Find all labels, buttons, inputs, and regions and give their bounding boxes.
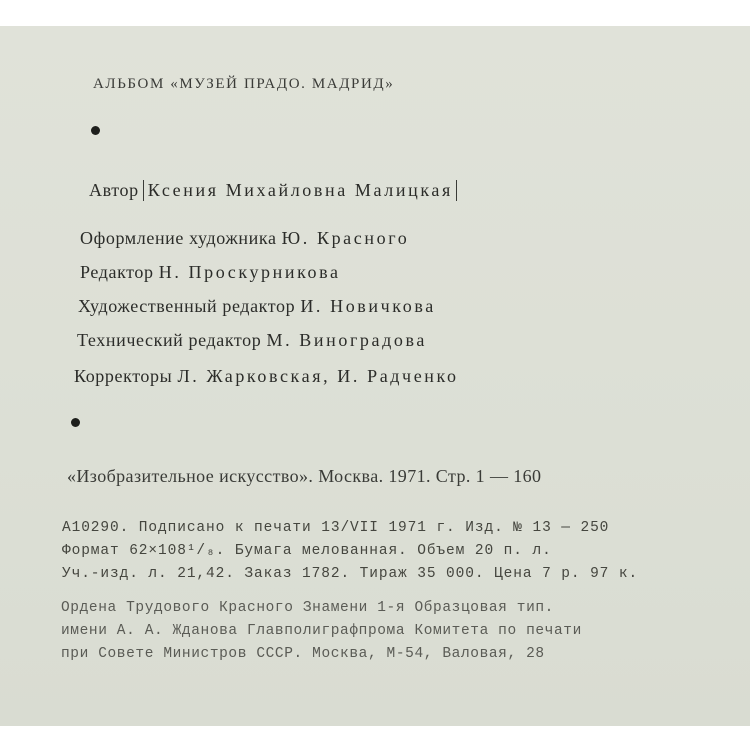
bullet-separator-bottom: [71, 418, 80, 427]
credit-designer: [80, 228, 409, 249]
credit-name: Н. Проскурникова: [158, 262, 341, 282]
imprint-line: Уч.-изд. л. 21,42. Заказ 1782. Тираж 35 000. Цена 7 р. 97 к.: [62, 566, 639, 582]
colophon-page: [0, 26, 750, 726]
credit-role: Художественный редактор: [78, 296, 296, 316]
credit-role: Редактор: [80, 262, 154, 282]
author-name: Ксения Михайловна Малицкая: [143, 180, 457, 201]
imprint-line: Формат 62×108¹/₈. Бумага мелованная. Объем 20 п. л.: [62, 543, 552, 559]
bullet-separator-top: [91, 126, 100, 135]
author-label: Автор: [89, 180, 139, 200]
credit-role: Технический редактор: [77, 330, 262, 350]
printer-line: Ордена Трудового Красного Знамени 1-я Образцовая тип.: [61, 600, 554, 616]
credit-tech-editor: [77, 330, 427, 351]
credit-art-editor: [78, 296, 436, 317]
credit-name: Ю. Красного: [281, 228, 410, 248]
series-title: АЛЬБОМ «МУЗЕЙ ПРАДО. МАДРИД»: [93, 76, 395, 92]
printer-line: имени А. А. Жданова Главполиграфпрома Комитета по печати: [61, 623, 582, 639]
credit-proofreaders: [74, 366, 459, 387]
credit-role: Оформление художника: [80, 228, 277, 248]
credit-role: Корректоры: [74, 366, 173, 386]
imprint-line: А10290. Подписано к печати 13/VII 1971 г. Изд. № 13 — 250: [62, 520, 610, 536]
author-line: [89, 180, 457, 201]
credit-name: М. Виноградова: [266, 330, 427, 350]
credit-name: И. Новичкова: [300, 296, 436, 316]
printer-line: при Совете Министров СССР. Москва, М-54, Валовая, 28: [61, 646, 545, 662]
publisher-line: «Изобразительное искусство». Москва. 1971. Стр. 1 — 160: [67, 466, 542, 486]
credit-name: Л. Жарковская, И. Радченко: [177, 366, 459, 386]
credit-editor: [80, 262, 341, 283]
